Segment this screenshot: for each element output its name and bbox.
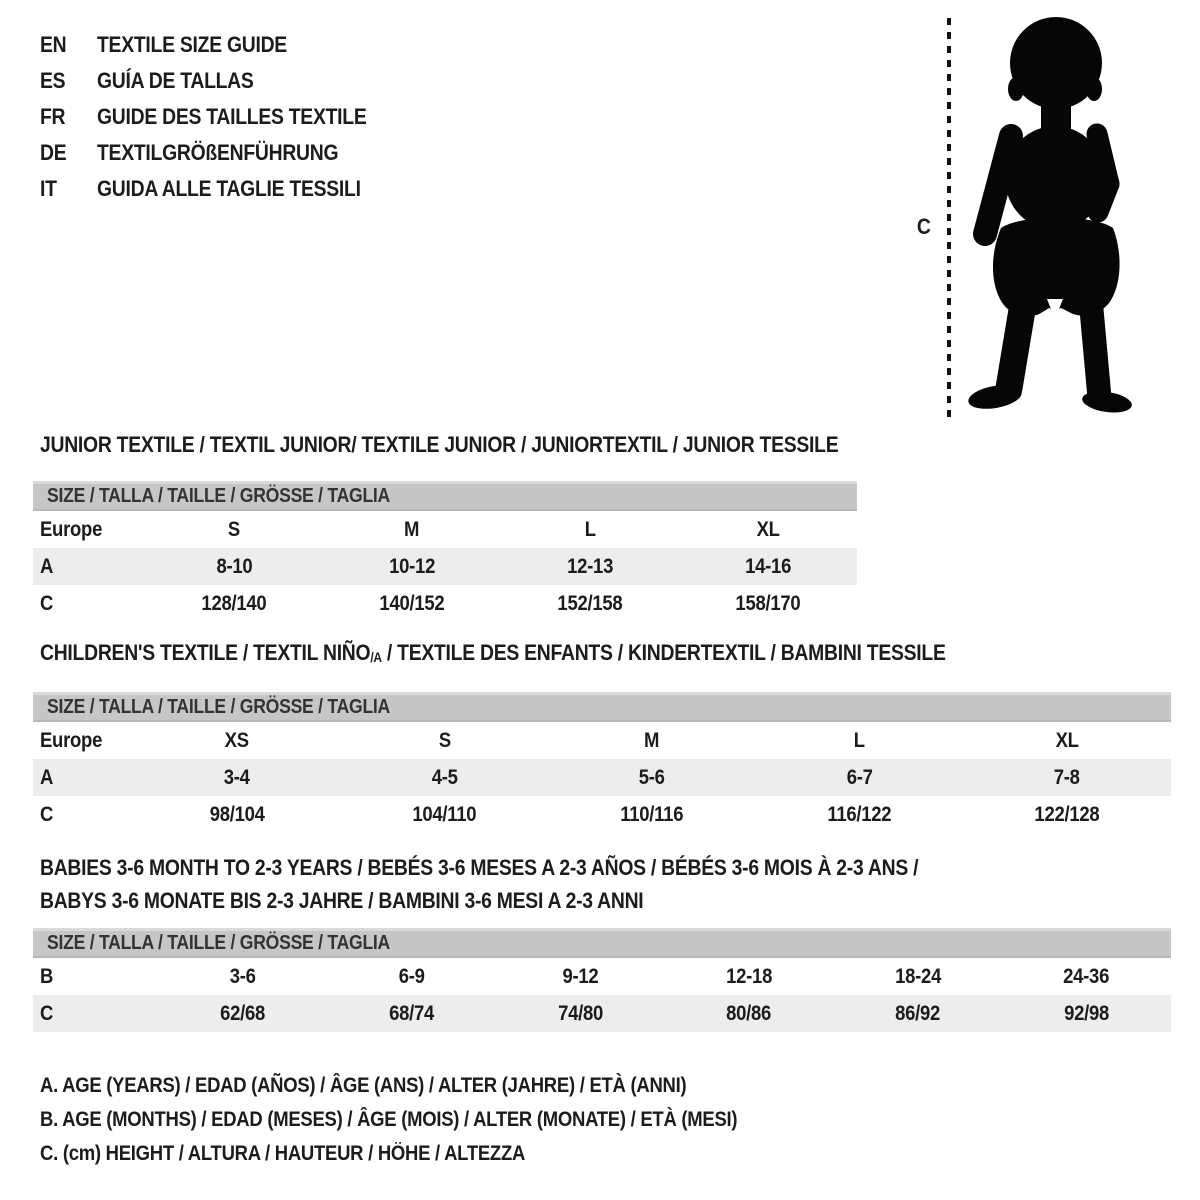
region-header-cell <box>33 722 133 759</box>
value-cell <box>133 796 341 833</box>
height-dashed-line-icon <box>946 18 952 418</box>
value-cell <box>323 585 501 622</box>
footnote-text: A. AGE (YEARS) / EDAD (AÑOS) / ÂGE (ANS) / ALTER (JAHRE) / ETÀ (ANNI) <box>40 1074 687 1097</box>
footnote-height-cm <box>33 1137 832 1171</box>
babies-heading-line1: BABIES 3-6 MONTH TO 2-3 YEARS / BEBÉS 3-6 MESES A 2-3 AÑOS / BÉBÉS 3-6 MOIS À 2-3 ANS / <box>40 855 919 880</box>
language-row <box>33 63 403 99</box>
row-label-cell <box>33 548 145 585</box>
region-header-cell <box>33 511 145 548</box>
language-title: TEXTILE SIZE GUIDE <box>97 32 287 57</box>
value-cell <box>323 548 501 585</box>
footnote-age-months <box>33 1103 832 1137</box>
cell-text: B <box>40 964 54 988</box>
junior-size-table <box>33 511 857 622</box>
language-row <box>33 99 403 135</box>
babies-section-heading <box>33 851 1171 917</box>
cell-text: 6-9 <box>398 964 425 988</box>
size-header-cell <box>341 722 549 759</box>
value-cell <box>963 759 1171 796</box>
size-bar-label: SIZE / TALLA / TAILLE / GRÖSSE / TAGLIA <box>47 696 391 718</box>
language-row <box>33 171 403 207</box>
table-header-row <box>33 511 857 548</box>
cell-text: S <box>227 517 241 541</box>
cell-text: 110/116 <box>620 802 684 826</box>
value-cell <box>145 548 323 585</box>
cell-text: L <box>584 517 596 541</box>
row-label-cell <box>33 995 158 1032</box>
children-heading-suffix: / TEXTILE DES ENFANTS / KINDERTEXTIL / BAMBINI TESSILE <box>381 640 946 665</box>
table-row <box>33 548 857 585</box>
language-code: EN <box>40 32 67 57</box>
cell-text: C <box>40 802 54 826</box>
value-cell <box>145 585 323 622</box>
table-header-row <box>33 722 1171 759</box>
cell-text: Europe <box>40 728 103 752</box>
cell-text: C <box>40 1001 54 1025</box>
children-size-table <box>33 722 1171 833</box>
language-code: ES <box>40 68 66 93</box>
children-heading-prefix: CHILDREN'S TEXTILE / TEXTIL NIÑO <box>40 640 371 665</box>
language-title: GUÍA DE TALLAS <box>97 68 254 93</box>
value-cell <box>756 796 964 833</box>
value-cell <box>548 759 756 796</box>
size-bar-label: SIZE / TALLA / TAILLE / GRÖSSE / TAGLIA <box>47 932 391 954</box>
junior-size-bar <box>33 481 857 511</box>
junior-heading-text: JUNIOR TEXTILE / TEXTIL JUNIOR/ TEXTILE JUNIOR / JUNIORTEXTIL / JUNIOR TESSILE <box>40 432 839 457</box>
value-cell <box>327 958 496 995</box>
language-code: FR <box>40 104 66 129</box>
language-title: GUIDA ALLE TAGLIE TESSILI <box>97 176 361 201</box>
cell-text: 68/74 <box>388 1001 434 1025</box>
junior-section-heading <box>33 433 857 457</box>
size-header-cell <box>133 722 341 759</box>
row-label-cell <box>33 958 158 995</box>
cell-text: C <box>40 591 54 615</box>
cell-text: 8-10 <box>216 554 252 578</box>
cell-text: 12-13 <box>567 554 613 578</box>
cell-text: M <box>404 517 420 541</box>
footnotes <box>33 1069 832 1171</box>
cell-text: 74/80 <box>557 1001 603 1025</box>
cell-text: 80/86 <box>726 1001 772 1025</box>
size-header-cell <box>323 511 501 548</box>
size-header-cell <box>145 511 323 548</box>
row-label-cell <box>33 585 145 622</box>
children-section-heading <box>33 641 1171 668</box>
cell-text: M <box>644 728 660 752</box>
children-heading-text <box>40 641 946 668</box>
cell-text: 116/122 <box>827 802 892 826</box>
cell-text: 3-6 <box>229 964 256 988</box>
size-header-cell <box>963 722 1171 759</box>
value-cell <box>963 796 1171 833</box>
cell-text: XL <box>1055 728 1079 752</box>
row-label-cell <box>33 796 133 833</box>
cell-text: S <box>438 728 451 752</box>
babies-heading-line1-row <box>40 851 1171 884</box>
cell-text: 5-6 <box>639 765 665 789</box>
cell-text: 3-4 <box>223 765 250 789</box>
cell-text: 122/128 <box>1034 802 1100 826</box>
babies-section <box>33 851 1171 1032</box>
value-cell <box>833 995 1002 1032</box>
cell-text: 9-12 <box>562 964 599 988</box>
cell-text: 7-8 <box>1054 765 1081 789</box>
language-title-list <box>33 27 403 207</box>
cell-text: 18-24 <box>894 964 941 988</box>
cell-text: 4-5 <box>431 765 458 789</box>
cell-text: 10-12 <box>389 554 435 578</box>
value-cell <box>158 995 327 1032</box>
language-title: GUIDE DES TAILLES TEXTILE <box>97 104 367 129</box>
cell-text: 128/140 <box>201 591 267 615</box>
language-code: IT <box>40 176 57 201</box>
cell-text: A <box>40 554 54 578</box>
babies-size-bar <box>33 928 1171 958</box>
cell-text: 92/98 <box>1064 1001 1110 1025</box>
table-row <box>33 796 1171 833</box>
cell-text: 104/110 <box>412 802 477 826</box>
value-cell <box>833 958 1002 995</box>
cell-text: XL <box>756 517 780 541</box>
size-header-cell <box>548 722 756 759</box>
table-row <box>33 995 1171 1032</box>
table-row <box>33 759 1171 796</box>
language-title: TEXTILGRÖßENFÜHRUNG <box>97 140 339 165</box>
cell-text: 98/104 <box>209 802 265 826</box>
size-header-cell <box>501 511 679 548</box>
value-cell <box>501 585 679 622</box>
value-cell <box>548 796 756 833</box>
footnote-age-years <box>33 1069 832 1103</box>
table-row <box>33 958 1171 995</box>
cell-text: XS <box>224 728 249 752</box>
cell-text: 6-7 <box>846 765 873 789</box>
cell-text: Europe <box>40 517 103 541</box>
language-row <box>33 135 403 171</box>
value-cell <box>664 995 833 1032</box>
size-header-cell <box>679 511 857 548</box>
value-cell <box>327 995 496 1032</box>
row-label-cell <box>33 759 133 796</box>
cell-text: 14-16 <box>745 554 791 578</box>
table-row <box>33 585 857 622</box>
value-cell <box>664 958 833 995</box>
footnote-text: C. (cm) HEIGHT / ALTURA / HAUTEUR / HÖHE / ALTEZZA <box>40 1142 526 1165</box>
cell-text: A <box>40 765 54 789</box>
language-code: DE <box>40 140 67 165</box>
babies-size-table <box>33 958 1171 1032</box>
children-heading-sub: /A <box>370 650 382 665</box>
size-header-cell <box>756 722 964 759</box>
value-cell <box>341 759 549 796</box>
size-bar-label: SIZE / TALLA / TAILLE / GRÖSSE / TAGLIA <box>47 485 391 507</box>
junior-section <box>33 433 857 622</box>
footnote-text: B. AGE (MONTHS) / EDAD (MESES) / ÂGE (MOIS) / ALTER (MONATE) / ETÀ (MESI) <box>40 1108 738 1131</box>
cell-text: 140/152 <box>379 591 445 615</box>
value-cell <box>679 585 857 622</box>
babies-heading-line2: BABYS 3-6 MONATE BIS 2-3 JAHRE / BAMBINI 3-6 MESI A 2-3 ANNI <box>40 888 644 913</box>
value-cell <box>496 995 665 1032</box>
value-cell <box>501 548 679 585</box>
value-cell <box>1002 995 1171 1032</box>
value-cell <box>133 759 341 796</box>
children-section <box>33 641 1171 833</box>
value-cell <box>496 958 665 995</box>
language-row <box>33 27 403 63</box>
cell-text: 86/92 <box>895 1001 941 1025</box>
value-cell <box>158 958 327 995</box>
toddler-silhouette-icon <box>963 16 1137 420</box>
value-cell <box>1002 958 1171 995</box>
value-cell <box>756 759 964 796</box>
cell-text: 158/170 <box>735 591 801 615</box>
cell-text: 12-18 <box>725 964 772 988</box>
cell-text: 24-36 <box>1063 964 1110 988</box>
cell-text: L <box>854 728 866 752</box>
children-size-bar <box>33 692 1171 722</box>
height-measure-label: C <box>916 214 931 239</box>
value-cell <box>341 796 549 833</box>
cell-text: 152/158 <box>557 591 623 615</box>
cell-text: 62/68 <box>219 1001 265 1025</box>
value-cell <box>679 548 857 585</box>
babies-heading-line2-row <box>40 884 1171 917</box>
